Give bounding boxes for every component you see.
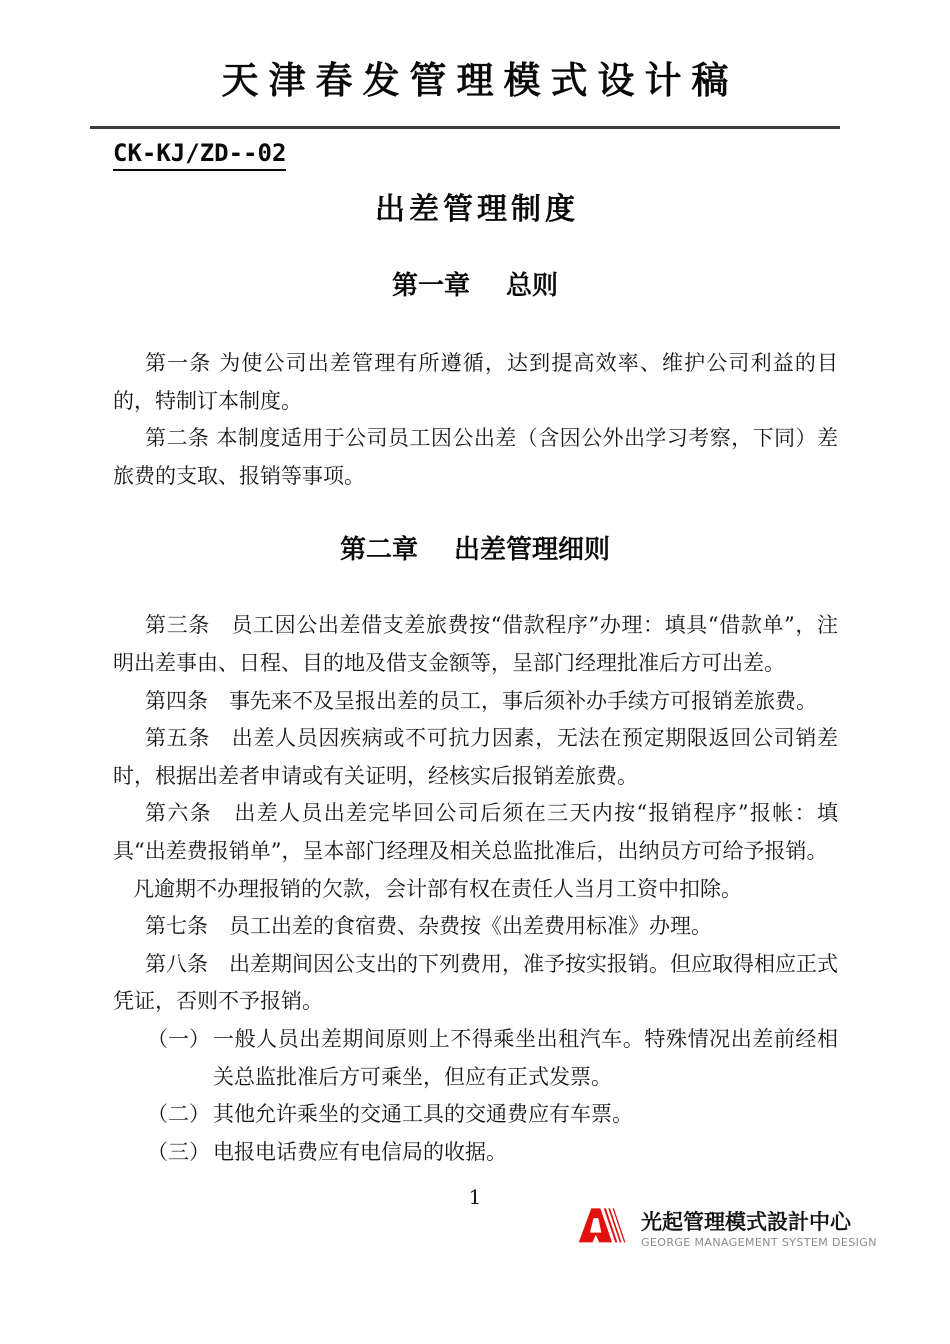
- list-item: [113, 1021, 838, 1096]
- chapter-number: 第二章: [339, 535, 418, 566]
- paragraph-article-3: 第三条 员工因公出差借支差旅费按“借款程序”办理：填具“借款单”，注明出差事由、日程、目的地及借支金额等，呈部门经理批准后方可出差。: [113, 613, 838, 675]
- list-item-marker: （二）: [147, 1102, 210, 1127]
- logo-a-icon: [578, 1202, 628, 1248]
- doc-title: 出差管理制度: [375, 192, 579, 227]
- chapter-name: 总则: [506, 271, 559, 301]
- section-general: [0, 345, 950, 495]
- paragraph-article-4: 第四条 事先来不及呈报出差的员工，事后须补办手续方可报销差旅费。: [145, 688, 817, 713]
- paragraph-article-7: 第七条 员工出差的食宿费、杂费按《出差费用标准》办理。: [145, 914, 712, 939]
- paragraph-article-6: 第六条 出差人员出差完毕回公司后须在三天内按“报销程序”报帐：填具“出差费报销单”，呈本部门经理及相关总监批准后，出纳员方可给予报销。: [113, 801, 838, 863]
- paragraph-article-5: 第五条 出差人员因疾病或不可抗力因素，无法在预定期限返回公司销差时，根据出差者申请或有关证明，经核实后报销差旅费。: [113, 726, 838, 788]
- logo-name-cn: 光起管理模式設計中心: [641, 1210, 851, 1234]
- page-number: 1: [468, 1185, 482, 1209]
- footer-logo: [578, 1202, 877, 1249]
- chapter-number: 第一章: [391, 271, 470, 301]
- list-item-text: 其他允许乘坐的交通工具的交通费应有车票。: [213, 1102, 633, 1127]
- list-item-marker: （三）: [147, 1139, 210, 1164]
- paragraph-overdue-note: 凡逾期不办理报销的欠款，会计部有权在责任人当月工资中扣除。: [133, 876, 742, 901]
- chapter-heading-2: [0, 533, 950, 567]
- paragraph-article-1: 第一条 为使公司出差管理有所遵循，达到提高效率、维护公司利益的目的，特制订本制度。: [113, 351, 838, 413]
- logo-name-en: GEORGE MANAGEMENT SYSTEM DESIGN: [641, 1236, 877, 1249]
- paragraph-article-2: 第二条 本制度适用于公司员工因公出差（含因公外出学习考察，下同）差旅费的支取、报销等事项。: [113, 426, 838, 488]
- chapter-heading-1: [0, 269, 950, 303]
- doc-code: CK-KJ/ZD--02: [113, 138, 286, 171]
- header-title: 天津春发管理模式设计稿: [221, 58, 739, 102]
- paragraph-article-8: 第八条 出差期间因公支出的下列费用，准予按实报销。但应取得相应正式凭证，否则不予报销。: [113, 951, 838, 1014]
- list-item: [113, 1134, 838, 1172]
- list-item-text: 电报电话费应有电信局的收据。: [213, 1139, 507, 1164]
- logo-text: [641, 1202, 877, 1249]
- chapter-name: 出差管理细则: [454, 535, 611, 566]
- list-item-marker: （一）: [147, 1026, 210, 1051]
- list-item: [113, 1096, 838, 1134]
- section-details: [0, 607, 950, 1171]
- list-item-text: 一般人员出差期间原则上不得乘坐出租汽车。特殊情况出差前经相关总监批准后方可乘坐，但应有正式发票。: [213, 1026, 838, 1089]
